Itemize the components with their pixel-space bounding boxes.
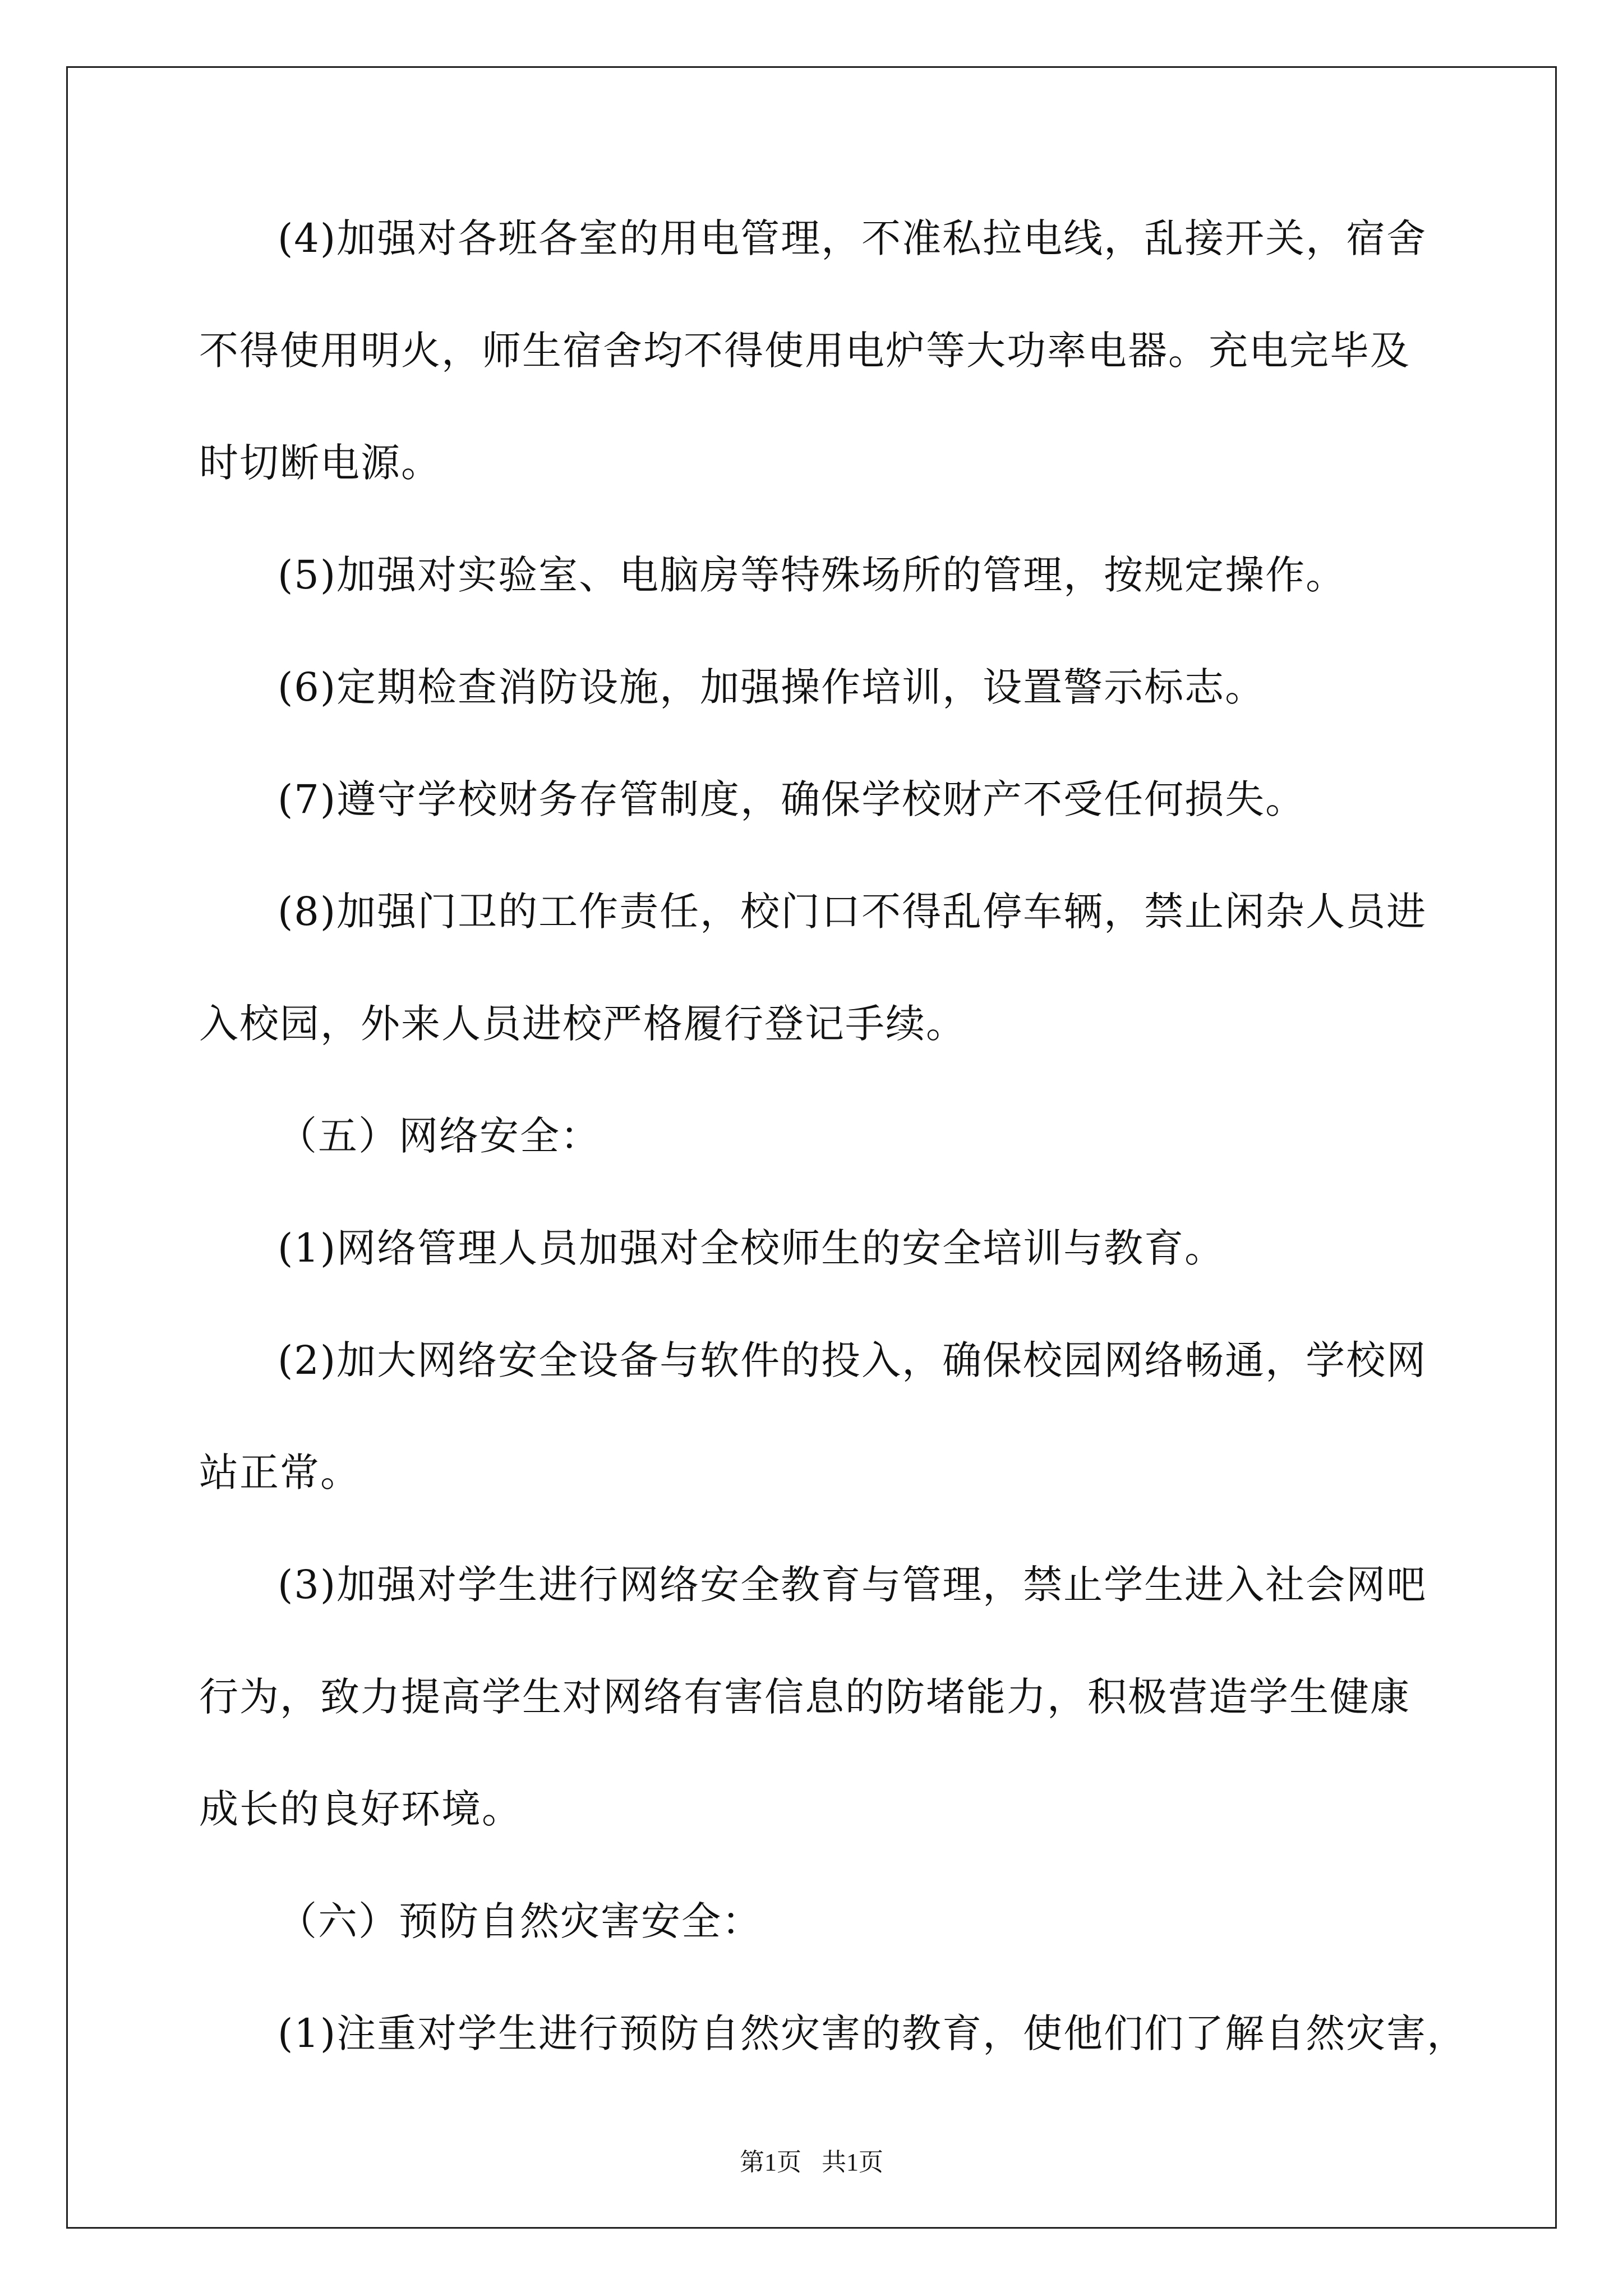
paragraph-line: (1)注重对学生进行预防自然灾害的教育，使他们们了解自然灾害， xyxy=(278,2010,1468,2056)
page-total: 共1页 xyxy=(822,2148,883,2176)
paragraph-line: (5)加强对实验室、电脑房等特殊场所的管理，按规定操作。 xyxy=(278,552,1347,598)
paragraph-line: (7)遵守学校财务存管制度，确保学校财产不受任何损失。 xyxy=(278,776,1306,822)
paragraph-line: 时切断电源。 xyxy=(199,440,441,486)
paragraph-line: (3)加强对学生进行网络安全教育与管理，禁止学生进入社会网吧 xyxy=(278,1562,1427,1608)
page-footer xyxy=(0,2142,1623,2178)
section-heading: （五）网络安全： xyxy=(278,1113,601,1159)
paragraph-line: 行为，致力提高学生对网络有害信息的防堵能力，积极营造学生健康 xyxy=(199,1674,1410,1720)
paragraph-line: (8)加强门卫的工作责任，校门口不得乱停车辆，禁止闲杂人员进 xyxy=(278,889,1427,935)
page-number: 第1页 xyxy=(740,2148,801,2176)
paragraph-line: 不得使用明火，师生宿舍均不得使用电炉等大功率电器。充电完毕及 xyxy=(199,328,1410,374)
paragraph-line: (2)加大网络安全设备与软件的投入，确保校园网络畅通，学校网 xyxy=(278,1337,1427,1383)
paragraph-line: 入校园，外来人员进校严格履行登记手续。 xyxy=(199,1001,966,1047)
section-heading: （六）预防自然灾害安全： xyxy=(278,1898,762,1944)
paragraph-line: (1)网络管理人员加强对全校师生的安全培训与教育。 xyxy=(278,1225,1225,1271)
paragraph-line: (6)定期检查消防设施，加强操作培训，设置警示标志。 xyxy=(278,664,1266,710)
paragraph-line: 站正常。 xyxy=(199,1450,361,1496)
paragraph-line: (4)加强对各班各室的用电管理，不准私拉电线，乱接开关，宿舍 xyxy=(278,215,1427,261)
paragraph-line: 成长的良好环境。 xyxy=(199,1786,522,1832)
